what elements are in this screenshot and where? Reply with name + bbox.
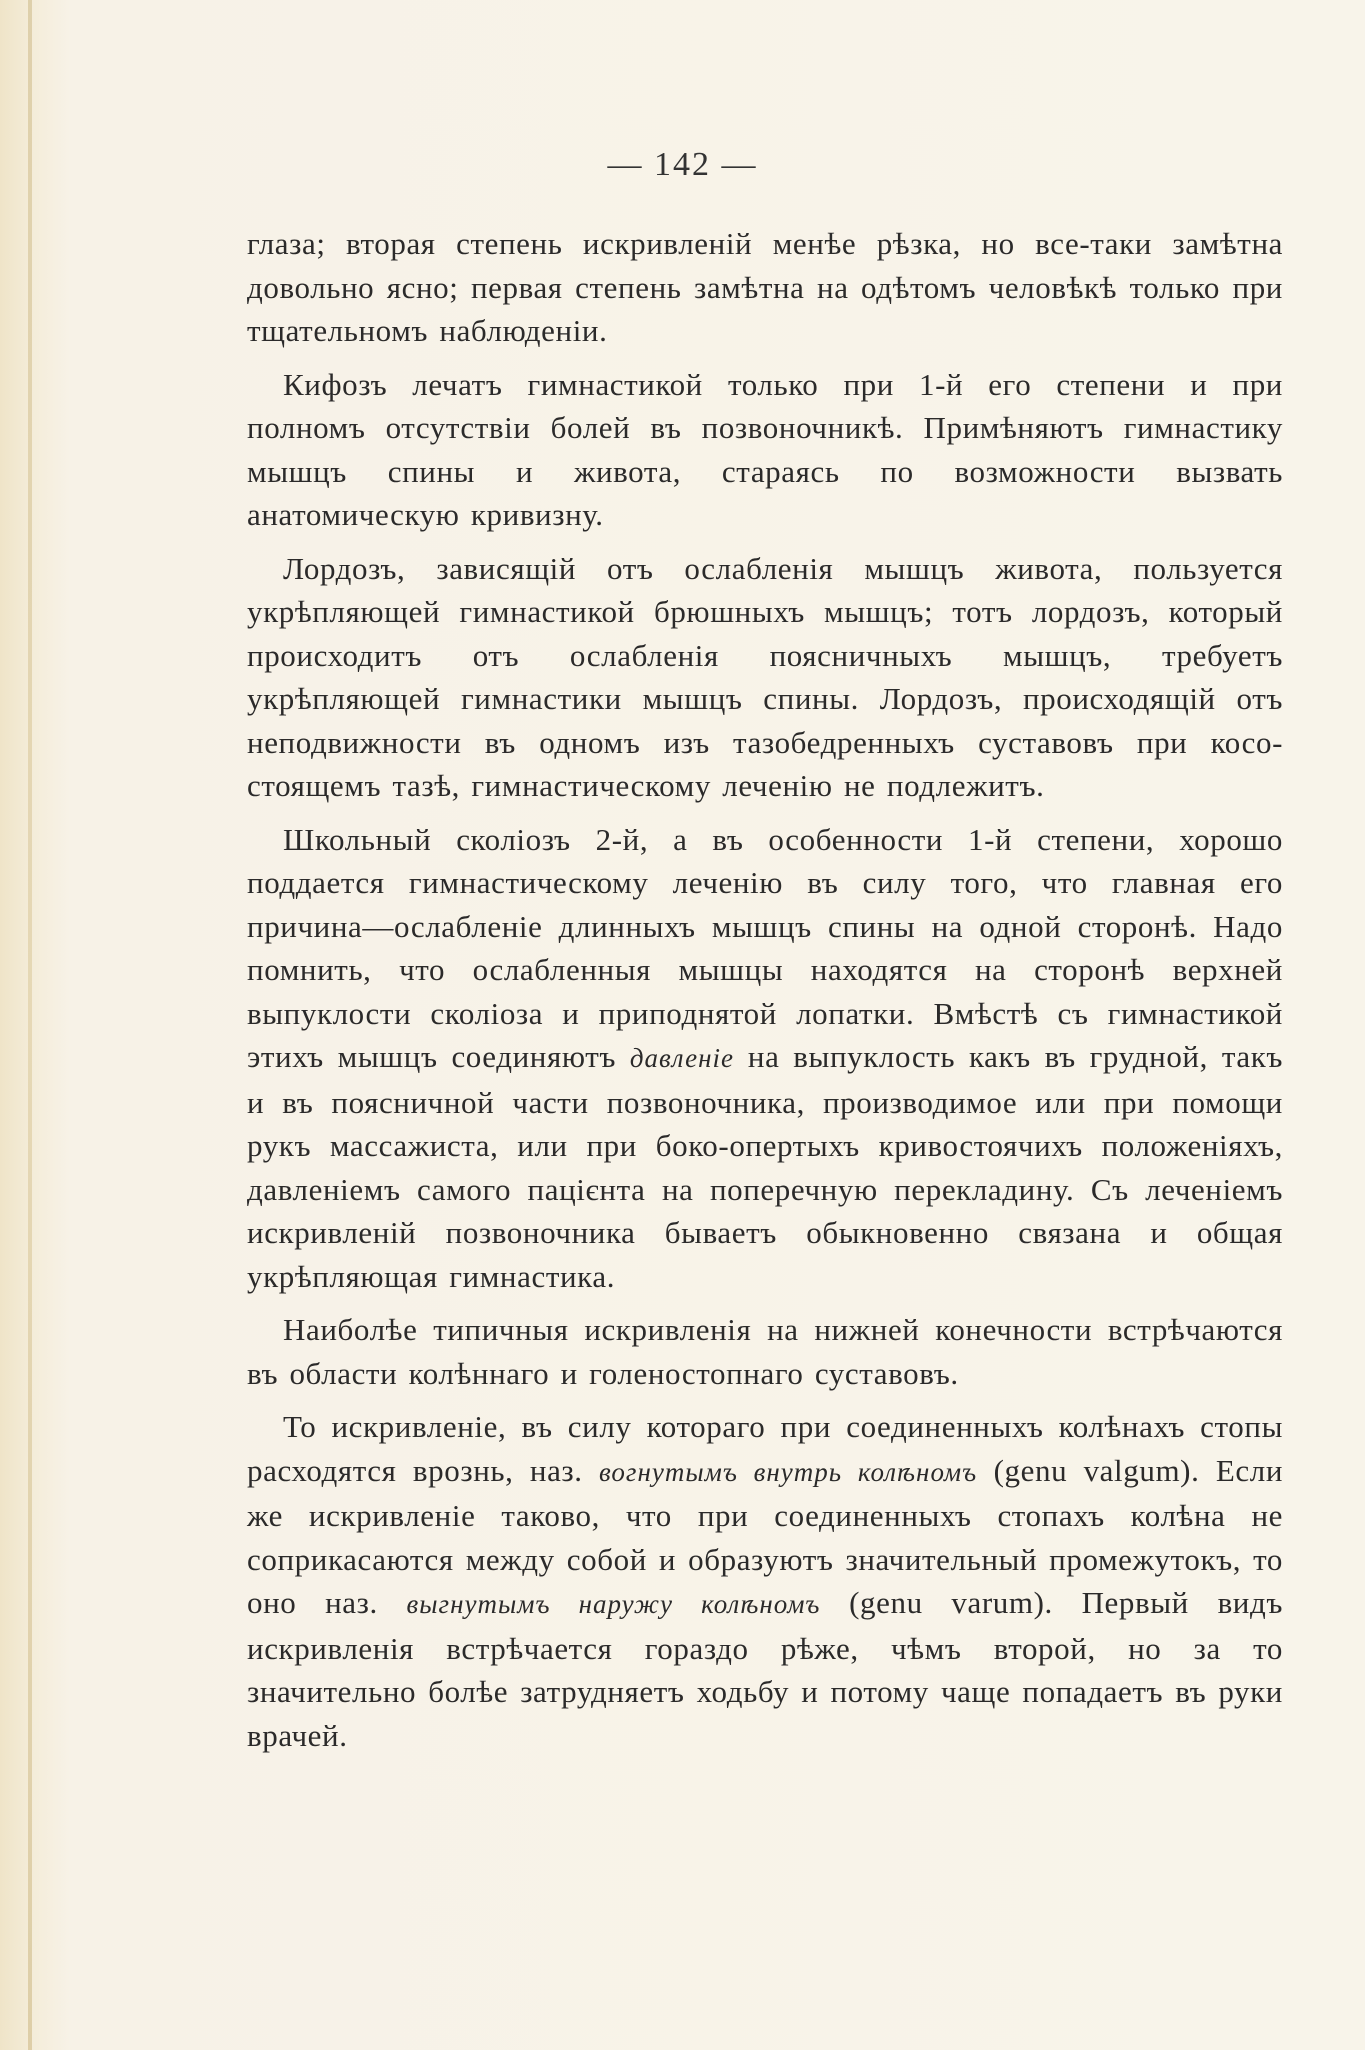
italic-term: выгнутымъ наружу колѣномъ (406, 1589, 821, 1619)
paragraph-continuation (247, 222, 1283, 353)
text-run: (genu varum). Первый видъ искривленія встрѣчается гораздо рѣже, чѣмъ второй, но за то значительно болѣе затрудняетъ ходьбу и потому чаще попадаетъ въ руки врачей. (247, 1585, 1283, 1753)
paragraph-lordosis (247, 547, 1283, 808)
text-run: Школьный сколіозъ 2-й, а въ особенности 1-й степени, хорошо поддается гимнастическому леченію въ силу того, что главная его причина—ослабленіе длинныхъ мышцъ спины на одной сторонѣ. Надо помнить, что ослабленныя мышцы находятся на сторонѣ верхней выпуклости сколіоза и приподнятой лопатки. Вмѣстѣ съ гимнастикой этихъ мышцъ соединяютъ (247, 821, 1283, 1074)
text-run: То искривленіе, въ силу котораго при соединенныхъ колѣнахъ стопы расходятся врознь, наз. (247, 1409, 1283, 1488)
paragraph-lower-limb (247, 1308, 1283, 1395)
paragraph-scoliosis (247, 818, 1283, 1299)
paragraph-genu-valgum-varum (247, 1405, 1283, 1757)
page-binding-edge (28, 0, 32, 2050)
paragraph-kyphosis (247, 363, 1283, 537)
text-run: Кифозъ лечатъ гимнастикой только при 1-й его степени и при полномъ отсутствіи болей въ позвоночникѣ. Примѣняютъ гимнастику мышцъ спины и живота, стараясь по возможности вызвать анатомическую кривизну. (247, 366, 1283, 532)
text-run: Лордозъ, зависящій отъ ослабленія мышцъ живота, пользуется укрѣпляющей гимнастикой брюшныхъ мышцъ; тотъ лордозъ, который происходитъ отъ ослабленія поясничныхъ мышцъ, требуетъ укрѣпляющей гимнастики мышцъ спины. Лордозъ, происходящій отъ неподвижности въ одномъ изъ тазобедренныхъ суставовъ при косо-стоящемъ тазѣ, гимнастическому леченію не подлежитъ. (247, 550, 1283, 803)
italic-term: вогнутымъ внутрь колѣномъ (599, 1456, 978, 1487)
page-number: — 142 — (607, 146, 758, 183)
text-run: на выпуклость какъ въ грудной, такъ и въ поясничной части позвоночника, производимое или при помощи рукъ массажиста, или при боко-опертыхъ кривостоячихъ положеніяхъ, давленіемъ самого пацієнта на поперечную перекладину. Съ леченіемъ искривленій позвоночника бываетъ обыкновенно связана и общая укрѣпляющая гимнастика. (247, 1039, 1284, 1294)
body-text (247, 222, 1283, 1757)
text-run: Наиболѣе типичныя искривленія на нижней конечности встрѣчаются въ области колѣннаго и голеностопнаго суставовъ. (247, 1312, 1283, 1391)
italic-term: давленіе (629, 1043, 735, 1073)
text-run: (genu valgum). Если же искривленіе таково, что при соединенныхъ стопахъ колѣна не соприкасаются между собой и образуютъ значительный промежутокъ, то оно наз. (247, 1452, 1284, 1620)
text-run: глаза; вторая степень искривленій менѣе рѣзка, но все-таки замѣтна довольно ясно; первая степень замѣтна на одѣтомъ человѣкѣ только при тщательномъ наблюденіи. (247, 226, 1283, 348)
